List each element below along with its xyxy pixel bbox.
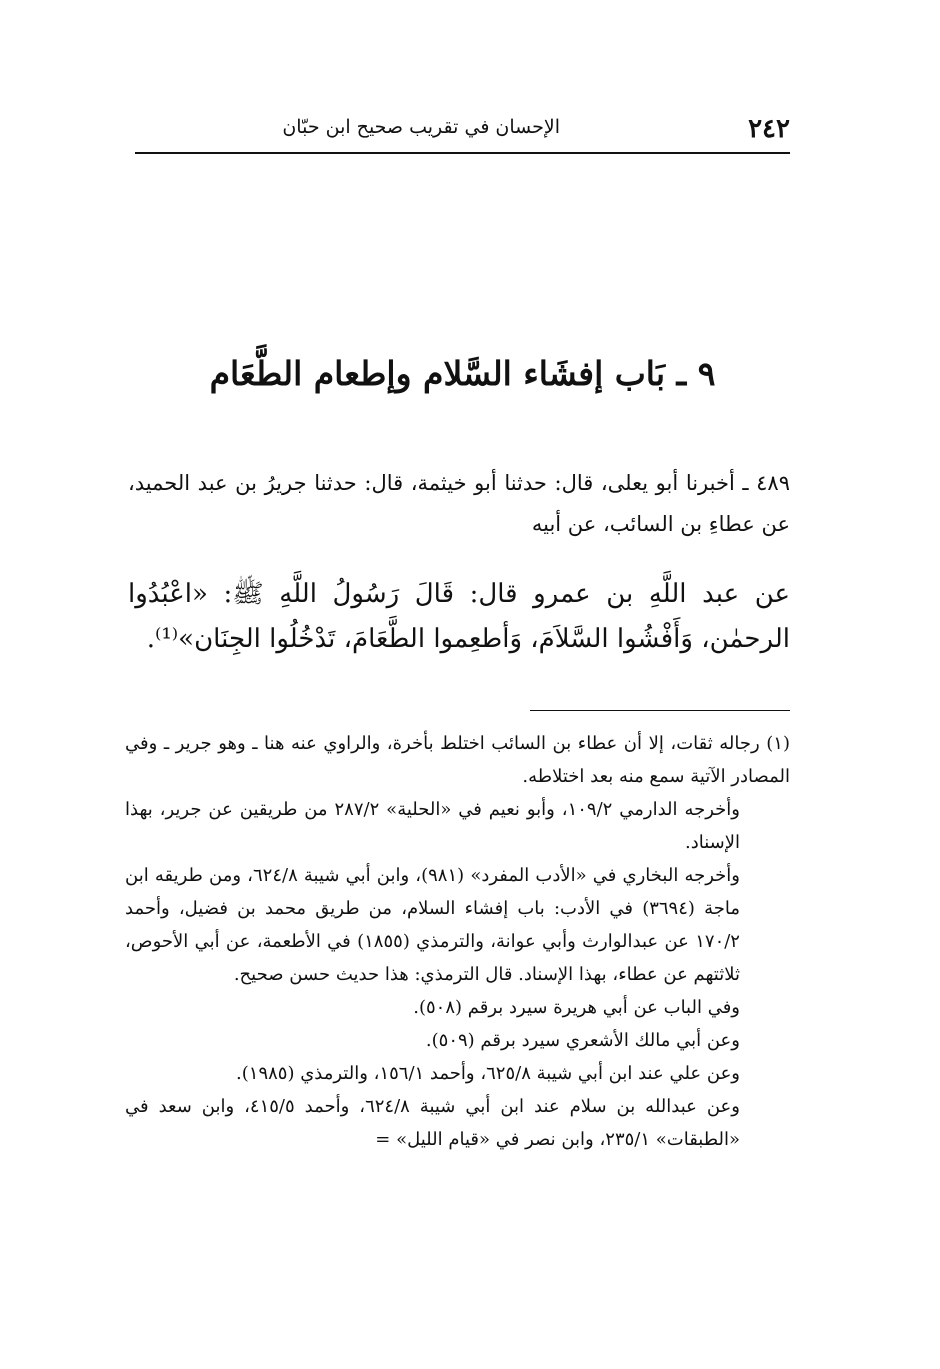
hadith-isnad [128, 463, 790, 545]
chapter-title: ٩ ـ بَاب إفشَاء السَّلام وإطعام الطَّعَام [209, 354, 716, 393]
footnote-paragraph: وفي الباب عن أبي هريرة سيرد برقم (٥٠٨). [413, 997, 740, 1018]
footnote-paragraph: وأخرجه الدارمي ١٠٩/٢، وأبو نعيم في «الحلية» ٢٨٧/٢ من طريقين عن جرير، بهذا الإسناد. [125, 799, 740, 853]
footnote-1: (١) رجاله ثقات، إلا أن عطاء بن السائب اختلط بأخرة، والراوي عنه هنا ـ وهو جرير ـ وفي المصادر الآتية سمع منه بعد اختلاطه. [125, 733, 790, 787]
footnotes [125, 727, 790, 1156]
footnote-rule [530, 710, 790, 711]
matn-text: عن عبد اللَّهِ بن عمرو قال: قَالَ رَسُولُ اللَّهِ ﷺ: «اعْبُدُوا الرحمٰن، وَأَفْشُوا السَّلاَمَ، وَأطعِموا الطَّعَامَ، تَدْخُلُوا الجِنَان»⁽¹⁾. [128, 579, 790, 654]
isnad-text: ٤٨٩ ـ أخبرنا أبو يعلى، قال: حدثنا أبو خيثمة، قال: حدثنا جريرُ بن عبد الحميد، عن عطاءِ بن السائب، عن أبيه [128, 471, 790, 536]
running-title: الإحسان في تقريب صحيح ابن حبّان [282, 116, 560, 138]
hadith-matn [128, 572, 790, 662]
page-number: ٢٤٢ [748, 114, 790, 144]
page-header [135, 108, 790, 154]
footnote-paragraph: وأخرجه البخاري في «الأدب المفرد» (٩٨١)، وابن أبي شيبة ٦٢٤/٨، ومن طريقه ابن ماجة (٣٦٩٤) في الأدب: باب إفشاء السلام، من طريق محمد بن فضيل، وأحمد ١٧٠/٢ عن عبدالوارث وأبي عوانة، والترمذي (١٨٥٥) في الأطعمة، عن أبي الأحوص، ثلاثتهم عن عطاء، بهذا الإسناد. قال الترمذي: هذا حديث حسن صحيح. [125, 865, 740, 985]
footnote-paragraph: وعن علي عند ابن أبي شيبة ٦٢٥/٨، وأحمد ١٥٦/١، والترمذي (١٩٨٥). [236, 1063, 740, 1084]
footnote-paragraph: وعن أبي مالك الأشعري سيرد برقم (٥٠٩). [425, 1030, 740, 1051]
footnote-paragraph: وعن عبدالله بن سلام عند ابن أبي شيبة ٦٢٤/٨، وأحمد ٤١٥/٥، وابن سعد في «الطبقات» ٢٣٥/١، وابن نصر في «قيام الليل» = [125, 1096, 740, 1150]
header-rule [135, 152, 790, 154]
